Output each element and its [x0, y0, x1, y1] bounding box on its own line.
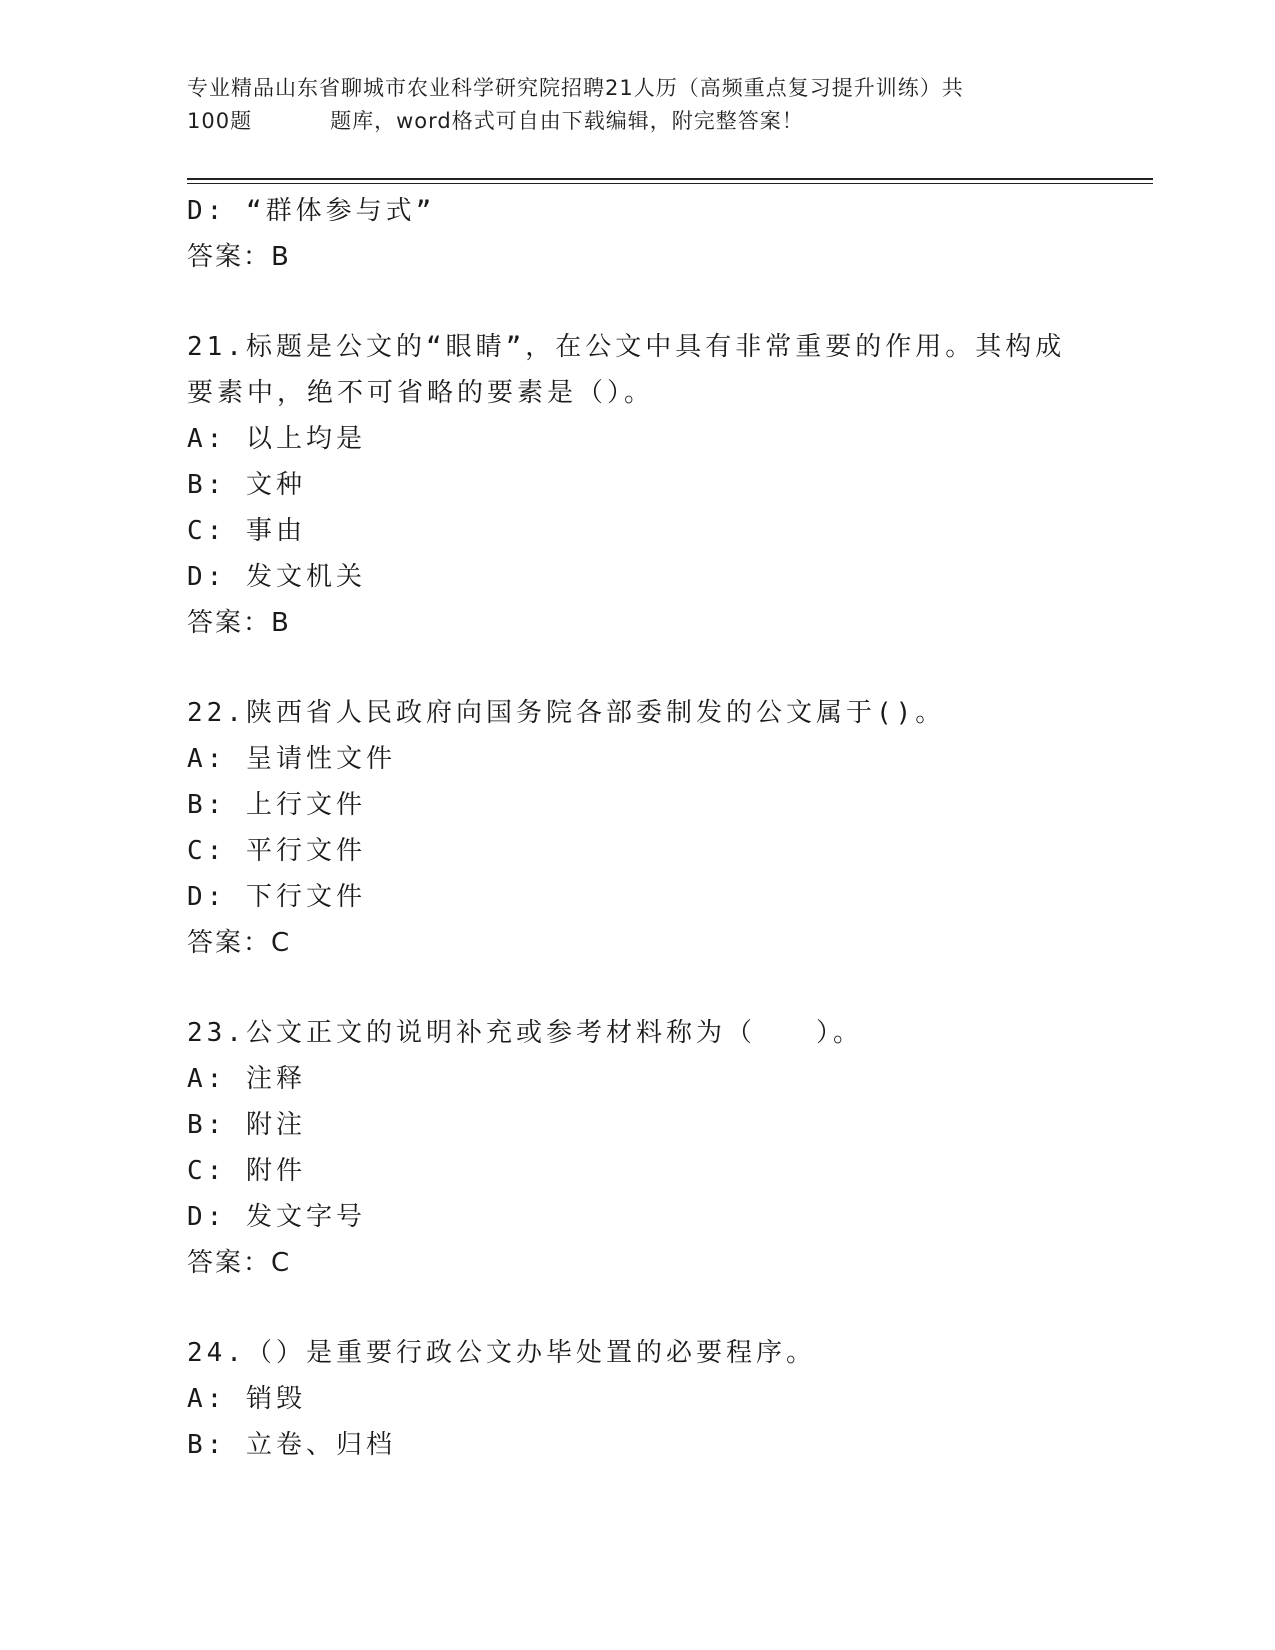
header-line-2	[187, 105, 1087, 138]
question-text: 21.标题是公文的“眼睛”，在公文中具有非常重要的作用。其构成要素中，绝不可省略的要素是（）。	[187, 332, 1066, 408]
option-a: A: 呈请性文件	[187, 744, 396, 774]
answer: 答案：C	[187, 1248, 292, 1278]
option-b: B: 上行文件	[187, 790, 366, 820]
option-b: B: 立卷、归档	[187, 1430, 396, 1460]
prev-answer: 答案：B	[187, 242, 291, 272]
question-24	[187, 1330, 1087, 1468]
option-a: A: 销毁	[187, 1384, 306, 1414]
question-22	[187, 690, 1087, 966]
option-d: D: 发文字号	[187, 1202, 366, 1232]
option-d: D: 下行文件	[187, 882, 366, 912]
option-c: C: 事由	[187, 516, 306, 546]
question-23	[187, 1010, 1087, 1286]
option-c: C: 附件	[187, 1156, 306, 1186]
document-body	[187, 188, 1087, 1468]
header-description: 题库，word格式可自由下载编辑，附完整答案！	[330, 109, 804, 133]
prev-option-d: D: “群体参与式”	[187, 196, 436, 226]
header-divider-thick	[187, 178, 1153, 180]
header-count: 100题	[187, 109, 253, 133]
question-text: 23.公文正文的说明补充或参考材料称为（ ）。	[187, 1018, 863, 1048]
option-d: D: 发文机关	[187, 562, 366, 592]
answer: 答案：B	[187, 608, 291, 638]
option-a: A: 以上均是	[187, 424, 366, 454]
document-header	[187, 72, 1087, 138]
option-b: B: 文种	[187, 470, 306, 500]
option-b: B: 附注	[187, 1110, 306, 1140]
option-a: A: 注释	[187, 1064, 306, 1094]
question-text: 24.（）是重要行政公文办毕处置的必要程序。	[187, 1338, 816, 1368]
header-line-1: 专业精品山东省聊城市农业科学研究院招聘21人历（高频重点复习提升训练）共	[187, 76, 964, 100]
question-text: 22.陕西省人民政府向国务院各部委制发的公文属于()。	[187, 698, 946, 728]
question-21	[187, 324, 1087, 646]
option-c: C: 平行文件	[187, 836, 366, 866]
answer: 答案：C	[187, 928, 292, 958]
header-divider-thin	[187, 183, 1153, 184]
